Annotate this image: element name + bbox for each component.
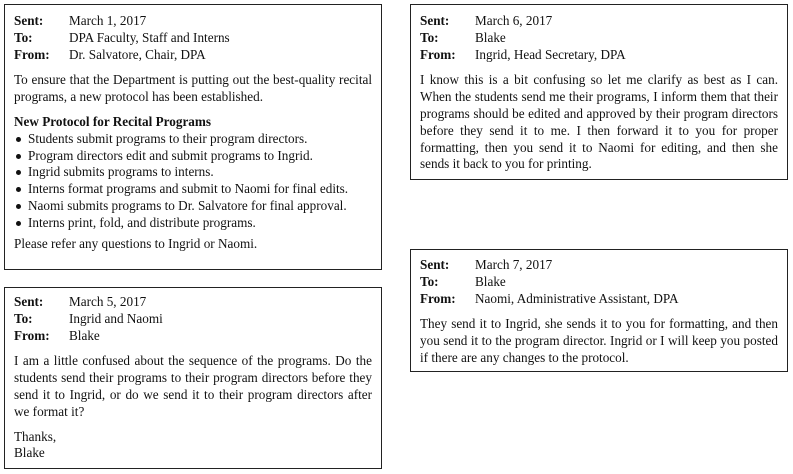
protocol-title: New Protocol for Recital Programs bbox=[14, 113, 212, 129]
sent-label: Sent: bbox=[420, 13, 450, 28]
list-item: Interns format programs and submit to Naomi for final edits. bbox=[14, 181, 372, 198]
from-sender: Ingrid, Head Secretary, DPA bbox=[475, 46, 626, 62]
memo-header bbox=[420, 13, 778, 63]
list-item: Naomi submits programs to Dr. Salvatore for final approval. bbox=[14, 198, 372, 215]
memo-signoff: Thanks, bbox=[14, 428, 57, 444]
memo-header bbox=[420, 257, 778, 307]
from-sender: Dr. Salvatore, Chair, DPA bbox=[69, 46, 206, 62]
sent-date: March 1, 2017 bbox=[69, 13, 147, 28]
sent-date: March 5, 2017 bbox=[69, 294, 147, 309]
memo-body bbox=[14, 353, 372, 462]
to-label: To: bbox=[14, 310, 33, 326]
memo-march-5 bbox=[4, 287, 382, 469]
sent-date: March 6, 2017 bbox=[475, 13, 553, 28]
memo-text: They send it to Ingrid, she sends it to you for formatting, and then you send it to the program director. Ingrid or I will keep you posted if there are any changes to the protocol. bbox=[420, 316, 778, 365]
sent-label: Sent: bbox=[14, 13, 44, 28]
to-label: To: bbox=[420, 273, 439, 289]
memo-body bbox=[420, 72, 778, 173]
sent-label: Sent: bbox=[420, 257, 450, 272]
to-recipients: Blake bbox=[475, 29, 506, 45]
memo-closing: Please refer any questions to Ingrid or Naomi. bbox=[14, 235, 258, 251]
from-sender: Blake bbox=[69, 327, 100, 343]
memo-header bbox=[14, 294, 372, 344]
sent-date: March 7, 2017 bbox=[475, 257, 553, 272]
to-label: To: bbox=[14, 29, 33, 45]
list-item: Interns print, fold, and distribute programs. bbox=[14, 215, 372, 232]
protocol-steps bbox=[14, 131, 372, 232]
memo-march-6 bbox=[410, 4, 788, 180]
from-label: From: bbox=[420, 46, 456, 62]
memo-march-1 bbox=[4, 4, 382, 270]
memo-signature: Blake bbox=[14, 445, 45, 461]
memo-text: I know this is a bit confusing so let me clarify as best as I can. When the students send me their programs, I inform them that their programs should be edited and approved by their program directors before they send it to me. I then forward it to you for proper formatting, then you send it to Naomi for editing, and then she sends it back to you for printing. bbox=[420, 72, 778, 172]
memo-header bbox=[14, 13, 372, 63]
list-item: Ingrid submits programs to interns. bbox=[14, 164, 372, 181]
list-item: Students submit programs to their program directors. bbox=[14, 131, 372, 148]
sent-label: Sent: bbox=[14, 294, 44, 309]
from-label: From: bbox=[14, 327, 50, 343]
memo-march-7 bbox=[410, 249, 788, 372]
from-label: From: bbox=[420, 290, 456, 306]
to-recipients: Ingrid and Naomi bbox=[69, 310, 163, 326]
list-item: Program directors edit and submit programs to Ingrid. bbox=[14, 148, 372, 165]
to-recipients: Blake bbox=[475, 273, 506, 289]
memo-text: I am a little confused about the sequence of the programs. Do the students send their programs to their program directors before they send it to Ingrid, or do we send it to their program directors after we format it? bbox=[14, 353, 372, 419]
to-recipients: DPA Faculty, Staff and Interns bbox=[69, 29, 230, 45]
to-label: To: bbox=[420, 29, 439, 45]
from-sender: Naomi, Administrative Assistant, DPA bbox=[475, 290, 679, 306]
from-label: From: bbox=[14, 46, 50, 62]
memo-body bbox=[14, 72, 372, 252]
memo-body bbox=[420, 316, 778, 366]
memo-intro: To ensure that the Department is putting out the best-quality recital programs, a new protocol has been established. bbox=[14, 72, 372, 105]
